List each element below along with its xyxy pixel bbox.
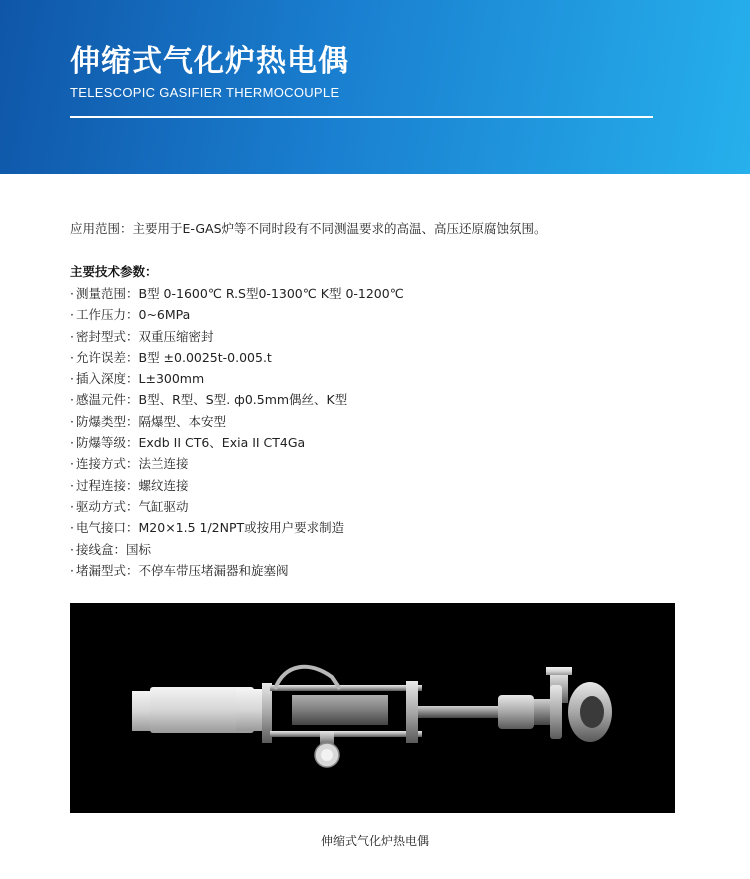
- bullet: ·: [70, 371, 74, 387]
- bullet: ·: [70, 520, 74, 536]
- params-list: [70, 283, 404, 581]
- header-divider: [70, 116, 653, 118]
- bullet: ·: [70, 498, 74, 514]
- application-scope: 应用范围：主要用于E-GAS炉等不同时段有不同测温要求的高温、高压还原腐蚀氛围。: [70, 221, 547, 236]
- list-item: · 工作压力：0~6MPa: [70, 304, 404, 325]
- list-item: · 允许误差：B型 ±0.0025t-0.005.t: [70, 347, 404, 368]
- bullet: ·: [70, 328, 74, 344]
- header-banner: [0, 0, 750, 174]
- list-item: · 堵漏型式：不停车带压堵漏器和旋塞阀: [70, 560, 404, 581]
- valve-body: [534, 699, 550, 725]
- bullet: ·: [70, 477, 74, 493]
- photo-caption: 伸缩式气化炉热电偶: [320, 834, 429, 848]
- protection-tube: [418, 706, 498, 718]
- flange-bore: [580, 696, 604, 728]
- list-item: · 测量范围：B型 0-1600℃ R.S型0-1300℃ K型 0-1200℃: [70, 283, 404, 304]
- bullet: ·: [70, 435, 74, 451]
- bullet: ·: [70, 456, 74, 472]
- page-title: 伸缩式气化炉热电偶: [70, 44, 349, 79]
- list-item: · 电气接口：M20×1.5 1/2NPT或按用户要求制造: [70, 517, 404, 538]
- list-item: · 插入深度：L±300mm: [70, 368, 404, 389]
- slide-carriage: [292, 695, 388, 725]
- junction-box-cover: [321, 749, 333, 761]
- cylinder-cap: [132, 691, 152, 731]
- list-item: · 防爆类型：隔爆型、本安型: [70, 411, 404, 432]
- list-item: · 过程连接：螺纹连接: [70, 475, 404, 496]
- bullet: ·: [70, 349, 74, 365]
- params-heading: 主要技术参数：: [70, 264, 158, 279]
- list-item: · 感温元件：B型、R型、S型. ф0.5mm偶丝、K型: [70, 389, 404, 410]
- thermocouple-illustration: [70, 603, 675, 813]
- product-photo: [70, 603, 675, 813]
- bullet: ·: [70, 541, 74, 557]
- bullet: ·: [70, 392, 74, 408]
- bullet: ·: [70, 562, 74, 578]
- cylinder-flange: [236, 689, 262, 731]
- list-item: · 防爆等级：Exdb II CT6、Exia II CT4Ga: [70, 432, 404, 453]
- bullet: ·: [70, 286, 74, 301]
- page-subtitle: TELESCOPIC GASIFIER THERMOCOUPLE: [70, 85, 340, 100]
- frame-rail-top: [270, 685, 422, 691]
- list-item: · 接线盒：国标: [70, 539, 404, 560]
- sealing-gland: [498, 695, 534, 729]
- frame-rail-bottom: [270, 731, 422, 737]
- process-flange: [550, 685, 562, 739]
- valve-handle: [546, 667, 572, 675]
- list-item: · 密封型式：双重压缩密封: [70, 326, 404, 347]
- bullet: ·: [70, 413, 74, 429]
- frame-end-plate: [406, 681, 418, 743]
- list-item: · 驱动方式：气缸驱动: [70, 496, 404, 517]
- bullet: ·: [70, 307, 74, 323]
- list-item: · 连接方式：法兰连接: [70, 453, 404, 474]
